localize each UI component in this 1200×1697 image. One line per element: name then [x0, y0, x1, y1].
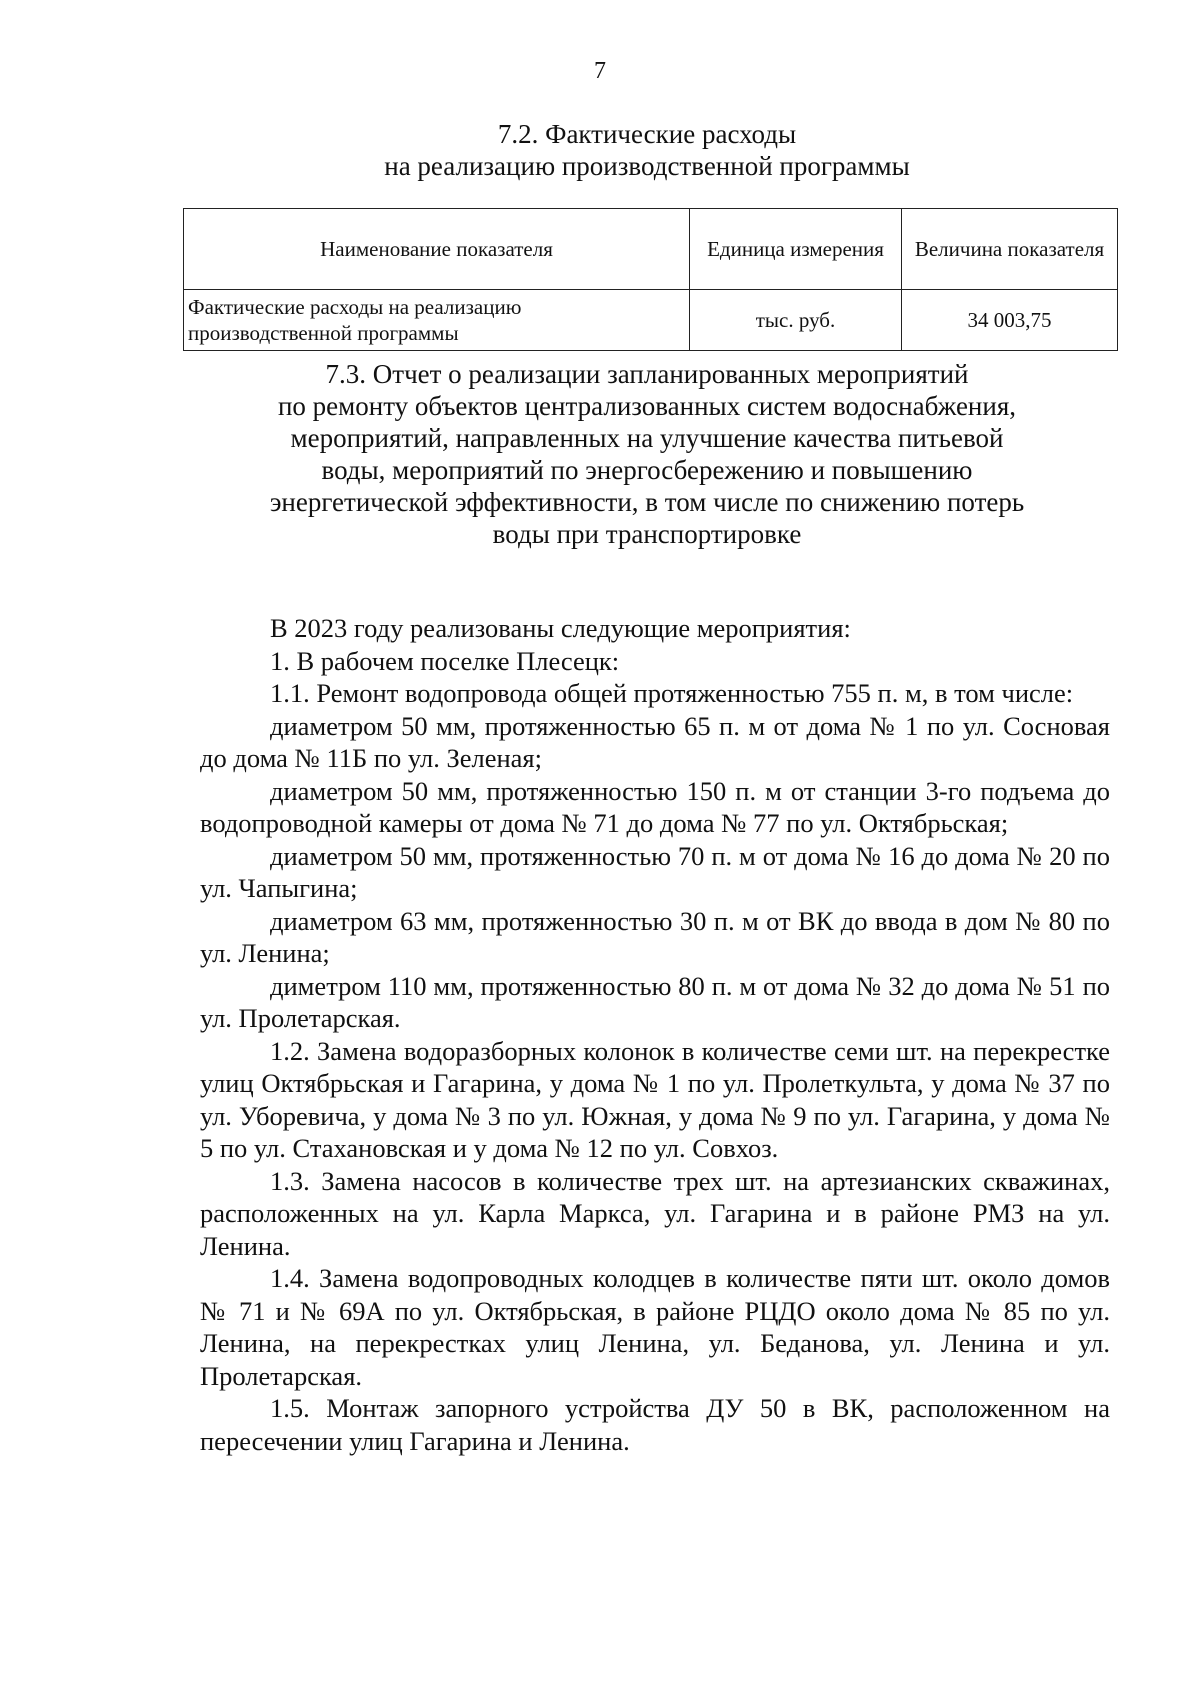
- heading-line: 7.3. Отчет о реализации запланированных мероприятий: [325, 359, 969, 389]
- paragraph-diameter-50-150: диаметром 50 мм, протяженностью 150 п. м от станции 3-го подъема до водопроводной камеры от дома № 71 до дома № 77 по ул. Октябрьская;: [200, 775, 1110, 838]
- body-text: [200, 612, 1110, 1457]
- paragraph-1-2: 1.2. Замена водоразборных колонок в количестве семи шт. на перекрестке улиц Октябрьская и Гагарина, у дома № 1 по ул. Пролеткульта, у дома № 37 по ул. Уборевича, у дома № 3 по ул. Южная, у дома № 9 по ул. Гагарина, у дома № 5 по ул. Стахановская и у дома № 12 по ул. Совхоз.: [200, 1035, 1110, 1163]
- section-7-2-heading: [0, 118, 1200, 182]
- cell-value: 34 003,75: [902, 290, 1118, 351]
- paragraph-diameter-63-30: диаметром 63 мм, протяженностью 30 п. м от ВК до ввода в дом № 80 по ул. Ленина;: [200, 905, 1110, 968]
- header-indicator-name: Наименование показателя: [184, 209, 690, 290]
- page-number: 7: [594, 58, 606, 84]
- heading-line: 7.2. Фактические расходы: [497, 119, 797, 149]
- table-row: [184, 290, 1118, 351]
- heading-line: на реализацию производственной программы: [384, 151, 910, 181]
- cell-unit: тыс. руб.: [690, 290, 902, 351]
- expenses-table: [183, 208, 1118, 351]
- heading-line: по ремонту объектов централизованных систем водоснабжения,: [277, 391, 1017, 421]
- paragraph-1-5: 1.5. Монтаж запорного устройства ДУ 50 в ВК, расположенном на пересечении улиц Гагарина и Ленина.: [200, 1393, 1110, 1456]
- list-item-1: 1. В рабочем поселке Плесецк:: [270, 645, 620, 676]
- intro-paragraph: В 2023 году реализованы следующие мероприятия:: [270, 613, 851, 643]
- paragraph-1-3: 1.3. Замена насосов в количестве трех шт. на артезианских скважинах, расположенных на ул. Карла Маркса, ул. Гагарина и в районе РМЗ на ул. Ленина.: [200, 1165, 1110, 1261]
- section-7-3-heading: [0, 358, 1200, 550]
- paragraph-diameter-110-80: диметром 110 мм, протяженностью 80 п. м от дома № 32 до дома № 51 по ул. Пролетарская.: [200, 970, 1110, 1033]
- paragraph-1-1: 1.1. Ремонт водопровода общей протяженностью 755 п. м, в том числе:: [270, 678, 1074, 708]
- heading-line: воды при транспортировке: [492, 519, 802, 549]
- paragraph-1-4: 1.4. Замена водопроводных колодцев в количестве пяти шт. около домов № 71 и № 69А по ул. Октябрьская, в районе РЦДО около дома № 85 по ул. Ленина, на перекрестках улиц Ленина, ул. Беданова, ул. Ленина и ул. Пролетарская.: [200, 1263, 1110, 1391]
- heading-line: воды, мероприятий по энергосбережению и повышению: [321, 455, 973, 485]
- header-unit: Единица измерения: [690, 209, 902, 290]
- table-header-row: [184, 209, 1118, 290]
- paragraph-diameter-50-65: диаметром 50 мм, протяженностью 65 п. м от дома № 1 по ул. Сосновая до дома № 11Б по ул. Зеленая;: [200, 710, 1110, 773]
- cell-indicator-name: Фактические расходы на реализацию производственной программы: [184, 290, 690, 351]
- paragraph-diameter-50-70: диаметром 50 мм, протяженностью 70 п. м от дома № 16 до дома № 20 по ул. Чапыгина;: [200, 840, 1110, 903]
- header-value: Величина показателя: [902, 209, 1118, 290]
- heading-line: энергетической эффективности, в том числе по снижению потерь: [269, 487, 1025, 517]
- heading-line: мероприятий, направленных на улучшение качества питьевой: [290, 423, 1004, 453]
